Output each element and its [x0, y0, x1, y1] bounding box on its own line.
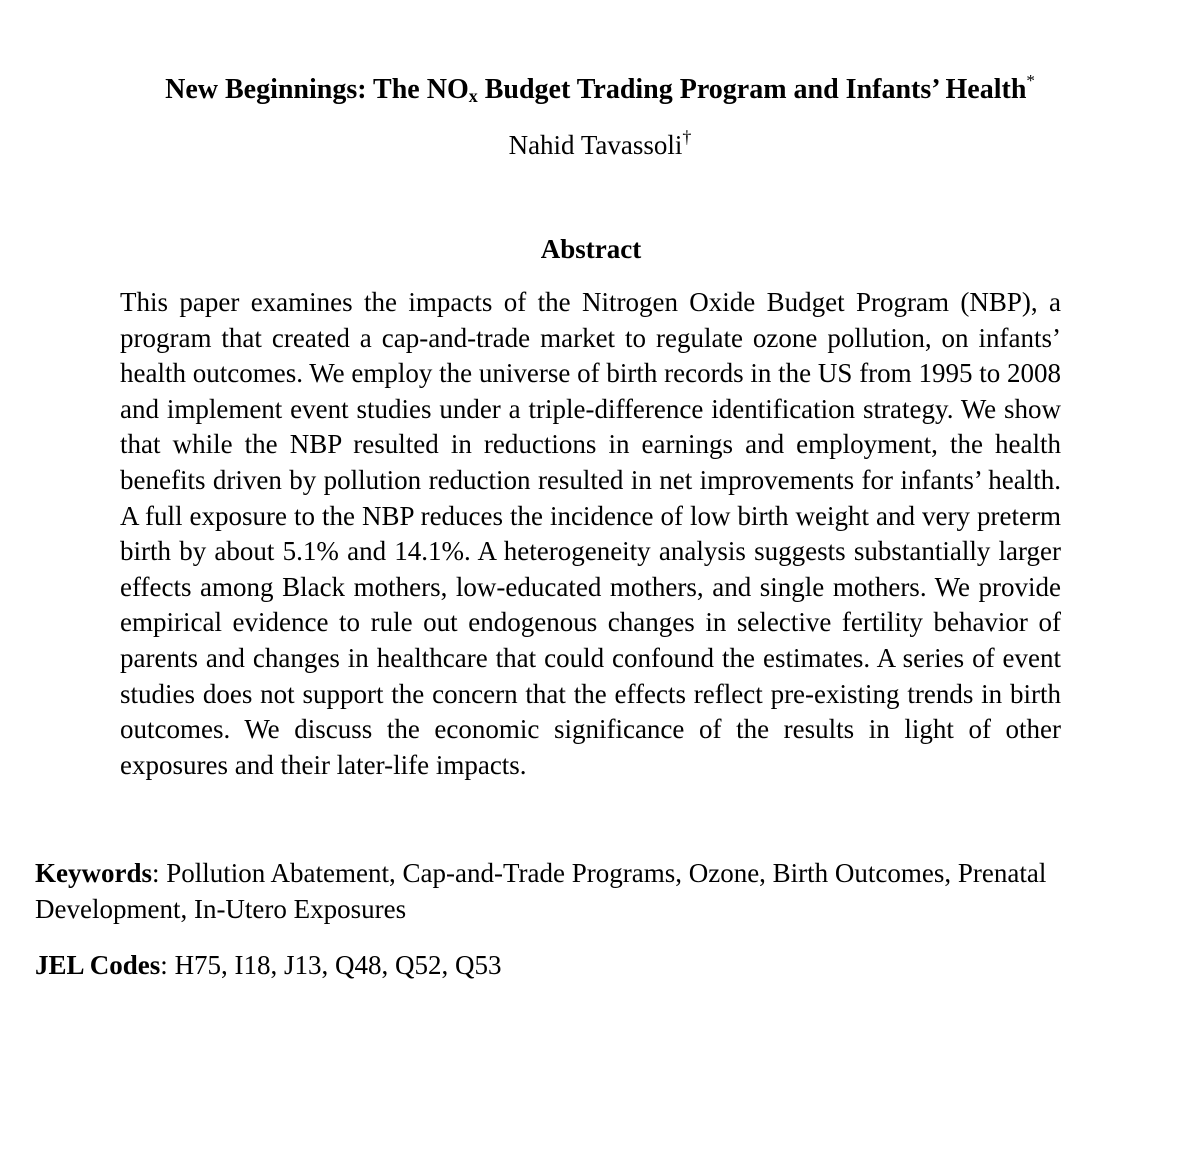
keywords-separator: : [152, 858, 167, 888]
author-footnote-mark: † [682, 127, 692, 147]
keywords-list: Pollution Abatement, Cap-and-Trade Programs, Ozone, Birth Outcomes, Prenatal Development, In-Utero Exposures [35, 858, 1047, 924]
jel-codes-list: H75, I18, J13, Q48, Q52, Q53 [174, 950, 502, 980]
jel-codes-label: JEL Codes [35, 950, 161, 980]
keywords-label: Keywords [35, 858, 152, 888]
author-line [0, 126, 1200, 164]
abstract-text: This paper examines the impacts of the Nitrogen Oxide Budget Program (NBP), a program that created a cap-and-trade market to regulate ozone pollution, on infants’ health outcomes. We employ the universe of birth records in the US from 1995 to 2008 and implement event studies under a triple-difference identification strategy. We show that while the NBP resulted in reductions in earnings and employment, the health benefits driven by pollution reduction resulted in net improvements for infants’ health. A full exposure to the NBP reduces the incidence of low birth weight and very preterm birth by about 5.1% and 14.1%. A heterogeneity analysis suggests substantially larger effects among Black mothers, low-educated mothers, and single mothers. We provide empirical evidence to rule out endogenous changes in selective fertility behavior of parents and changes in healthcare that could confound the estimates. A series of event studies does not support the concern that the effects reflect pre-existing trends in birth outcomes. We discuss the economic significance of the results in light of other exposures and their later-life impacts. [120, 287, 1061, 780]
jel-codes-paragraph [35, 947, 1135, 983]
keywords-paragraph [35, 855, 1135, 927]
title-footnote-mark: * [1026, 71, 1035, 90]
author-name: Nahid Tavassoli [508, 130, 683, 160]
paper-title [0, 70, 1200, 110]
title-text-part2: Budget Trading Program and Infants’ Health [477, 74, 1027, 105]
title-text-part1: New Beginnings: The NO [165, 74, 469, 105]
title-subscript: x [468, 86, 478, 106]
jel-codes-separator: : [160, 950, 175, 980]
abstract-heading: Abstract [540, 234, 642, 264]
